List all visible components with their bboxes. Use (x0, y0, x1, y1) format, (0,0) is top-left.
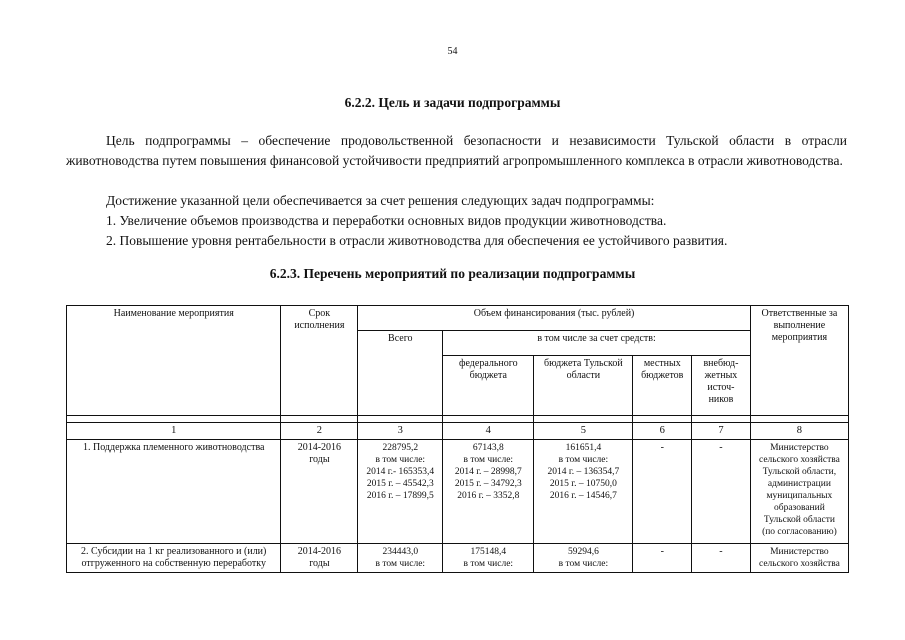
row-local: - (633, 544, 692, 573)
row-term: 2014-2016 годы (281, 440, 358, 544)
row-term: 2014-2016 годы (281, 544, 358, 573)
header-financing: Объем финансирования (тыс. рублей) (358, 306, 751, 331)
row-offbudget: - (692, 440, 751, 544)
row-local: - (633, 440, 692, 544)
paragraph-goal (66, 131, 847, 171)
column-number: 4 (443, 423, 534, 440)
header-name: Наименование мероприятия (67, 306, 281, 416)
header-regional: бюджета Тульской области (534, 356, 633, 416)
paragraph-tasks-intro: Достижение указанной цели обеспечивается за счет решения следующих задач подпрограммы: (106, 193, 655, 208)
column-number: 3 (358, 423, 443, 440)
row-name: 1. Поддержка племенного животноводства (67, 440, 281, 544)
row-responsible: Министерство сельского хозяйства (750, 544, 848, 573)
header-responsible: Ответственные за выполнение мероприятия (750, 306, 848, 416)
section-heading-measures: 6.2.3. Перечень мероприятий по реализации подпрограммы (269, 266, 636, 281)
row-total: 228795,2 в том числе: 2014 г.- 165353,4 2015 г. – 45542,3 2016 г. – 17899,5 (358, 440, 443, 544)
column-numbers-row (67, 423, 849, 440)
header-total: Всего (358, 331, 443, 416)
list-item: 2. Повышение уровня рентабельности в отрасли животноводства для обеспечения ее устойчивого развития. (106, 233, 728, 248)
section-heading-goals: 6.2.2. Цель и задачи подпрограммы (344, 95, 561, 110)
column-number: 2 (281, 423, 358, 440)
column-number: 6 (633, 423, 692, 440)
row-federal: 67143,8 в том числе: 2014 г. – 28998,7 2015 г. – 34792,3 2016 г. – 3352,8 (443, 440, 534, 544)
table-row (67, 440, 849, 544)
row-responsible: Министерство сельского хозяйства Тульской области, администрации муниципальных образований Тульской области (по согласованию) (750, 440, 848, 544)
row-regional: 59294,6 в том числе: (534, 544, 633, 573)
measures-table (66, 305, 849, 573)
page-number: 54 (447, 46, 458, 57)
tasks-list (106, 211, 846, 251)
list-item: 1. Увеличение объемов производства и переработки основных видов продукции животноводства. (106, 213, 667, 228)
header-local: местных бюджетов (633, 356, 692, 416)
column-number: 5 (534, 423, 633, 440)
row-offbudget: - (692, 544, 751, 573)
row-name: 2. Субсидии на 1 кг реализованного и (или) отгруженного на собственную переработку (67, 544, 281, 573)
row-total: 234443,0 в том числе: (358, 544, 443, 573)
column-number: 1 (67, 423, 281, 440)
table-row (67, 544, 849, 573)
header-offbudget: внебюд- жетных источ- ников (692, 356, 751, 416)
column-number: 8 (750, 423, 848, 440)
row-regional: 161651,4 в том числе: 2014 г. – 136354,7 2015 г. – 10750,0 2016 г. – 14546,7 (534, 440, 633, 544)
column-number: 7 (692, 423, 751, 440)
header-federal: федерального бюджета (443, 356, 534, 416)
paragraph-goal-text: Цель подпрограммы – обеспечение продовольственной безопасности и независимости Тульской области в отрасли животноводства путем повышения финансовой устойчивости предприятий агропромышленного комплекса в отрасли животноводства. (66, 133, 847, 168)
header-including: в том числе за счет средств: (443, 331, 751, 356)
header-term: Срок исполнения (281, 306, 358, 416)
row-federal: 175148,4 в том числе: (443, 544, 534, 573)
